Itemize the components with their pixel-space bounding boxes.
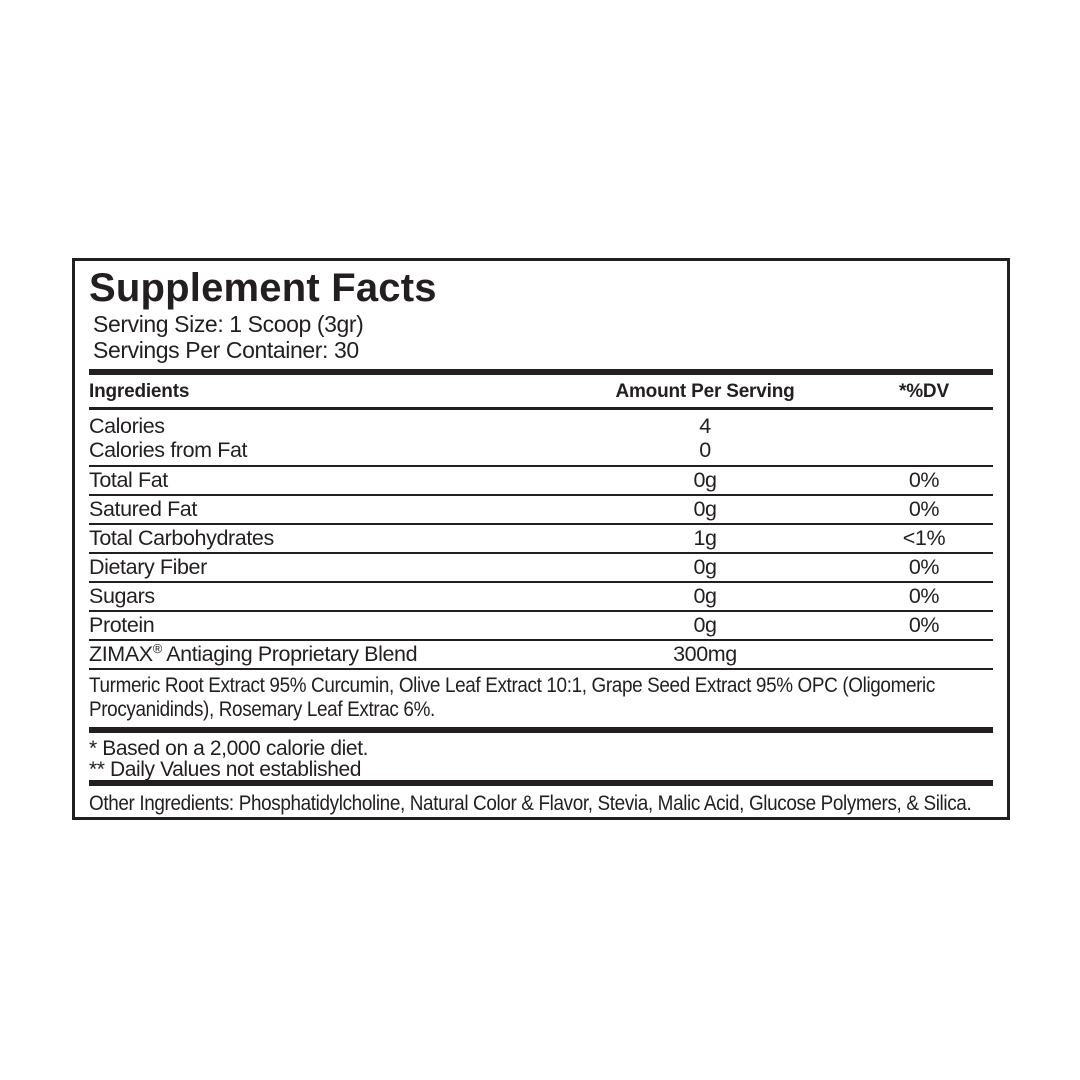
row-label: Dietary Fiber	[89, 555, 207, 579]
footnotes	[89, 733, 993, 780]
row-label: Total Fat	[89, 468, 168, 492]
row-label: Satured Fat	[89, 497, 197, 521]
blend-description-line2: Procyanidinds), Rosemary Leaf Extrac 6%.	[89, 698, 435, 721]
zimax-blend-name: Antiaging Proprietary Blend	[161, 642, 418, 666]
header-ingredients: Ingredients	[89, 381, 190, 402]
table-row-satured-fat	[89, 496, 993, 525]
row-amount-zimax-blend: 300mg	[673, 642, 737, 666]
table-row-sugars	[89, 583, 993, 612]
table-row-total-fat	[89, 467, 993, 496]
supplement-facts-panel	[72, 258, 1010, 820]
blend-description-line1: Turmeric Root Extract 95% Curcumin, Olive Leaf Extract 10:1, Grape Seed Extract 95% OPC (Oligomeric	[89, 674, 935, 697]
row-label: Sugars	[89, 584, 155, 608]
registered-trademark-mark: ®	[152, 640, 162, 656]
table-row-protein	[89, 612, 993, 641]
serving-size-line: Serving Size: 1 Scoop (3gr)	[93, 311, 364, 337]
other-ingredients-section	[89, 786, 993, 816]
row-dv: 0%	[908, 555, 940, 579]
row-amount: 0g	[693, 468, 717, 492]
row-dv: 0%	[908, 497, 940, 521]
row-amounts	[555, 414, 855, 462]
row-dv: 0%	[908, 468, 940, 492]
row-dv: <1%	[902, 526, 946, 550]
row-amount-calories: 4	[699, 414, 711, 438]
table-header-row	[89, 375, 993, 410]
header-amount-per-serving: Amount Per Serving	[615, 381, 795, 402]
table-row-zimax-blend	[89, 641, 993, 670]
table-row-total-carbohydrates	[89, 525, 993, 554]
header-percent-dv: *%DV	[899, 381, 949, 402]
row-amount: 0g	[693, 584, 717, 608]
row-dv: 0%	[908, 584, 940, 608]
row-label: Protein	[89, 613, 155, 637]
table-row-calories-group	[89, 410, 993, 467]
footnote-calorie-diet: * Based on a 2,000 calorie diet.	[89, 737, 369, 760]
row-amount: 1g	[693, 526, 717, 550]
row-label: Total Carbohydrates	[89, 526, 274, 550]
row-amount: 0g	[693, 613, 717, 637]
row-amount: 0g	[693, 555, 717, 579]
servings-per-container-line: Servings Per Container: 30	[93, 337, 359, 363]
zimax-brand: ZIMAX	[89, 642, 153, 666]
row-label-zimax-blend	[89, 641, 555, 668]
blend-description	[89, 670, 993, 727]
panel-title: Supplement Facts	[89, 266, 437, 310]
row-amount-calories-from-fat: 0	[699, 438, 711, 462]
row-label-calories: Calories	[89, 414, 165, 438]
row-labels	[89, 414, 555, 462]
other-ingredients-text: Other Ingredients: Phosphatidylcholine, Natural Color & Flavor, Stevia, Malic Acid, Glucose Polymers, & Silica.	[89, 792, 972, 815]
row-label-calories-from-fat: Calories from Fat	[89, 438, 248, 462]
table-row-dietary-fiber	[89, 554, 993, 583]
row-dv: 0%	[908, 613, 940, 637]
row-amount: 0g	[693, 497, 717, 521]
footnote-daily-values: ** Daily Values not established	[89, 757, 362, 781]
